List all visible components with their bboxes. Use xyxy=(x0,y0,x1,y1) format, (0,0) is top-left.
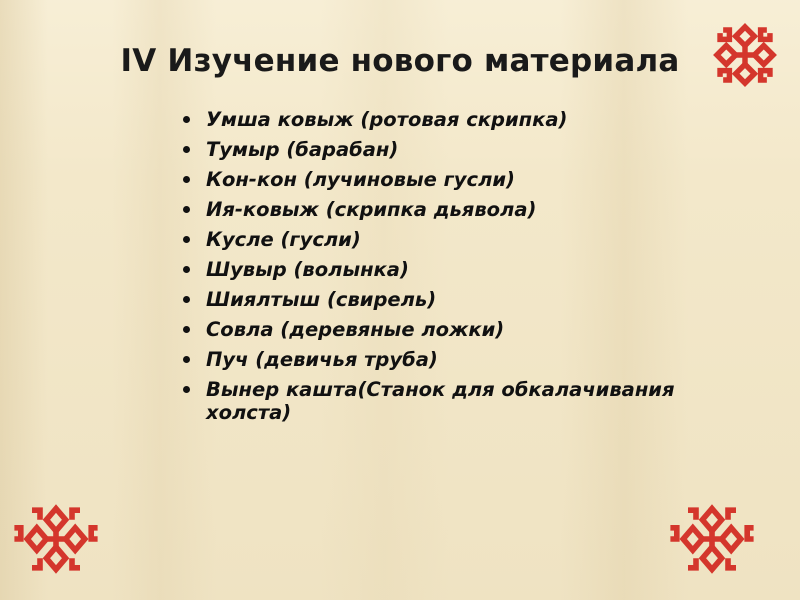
list-item: Умша ковыж (ротовая скрипка) xyxy=(178,108,753,131)
list-item: Тумыр (барабан) xyxy=(178,138,753,161)
list-item: Кон-кон (лучиновые гусли) xyxy=(178,168,753,191)
page-title: IV Изучение нового материала xyxy=(120,42,680,79)
instrument-list xyxy=(178,108,753,431)
list-item: Шиялтыш (свирель) xyxy=(178,288,753,311)
list-item: Вынер кашта(Станок для обкалачивания холста) xyxy=(178,378,753,424)
list-item: Совла (деревяные ложки) xyxy=(178,318,753,341)
mari-ornament-bottom-left-icon xyxy=(8,498,104,580)
list-item: Пуч (девичья труба) xyxy=(178,348,753,371)
list-item: Ия-ковыж (скрипка дьявола) xyxy=(178,198,753,221)
list-item: Шувыр (волынка) xyxy=(178,258,753,281)
mari-ornament-bottom-right-icon xyxy=(664,498,760,580)
mari-ornament-top-right-icon xyxy=(706,16,784,94)
list-item: Кусле (гусли) xyxy=(178,228,753,251)
